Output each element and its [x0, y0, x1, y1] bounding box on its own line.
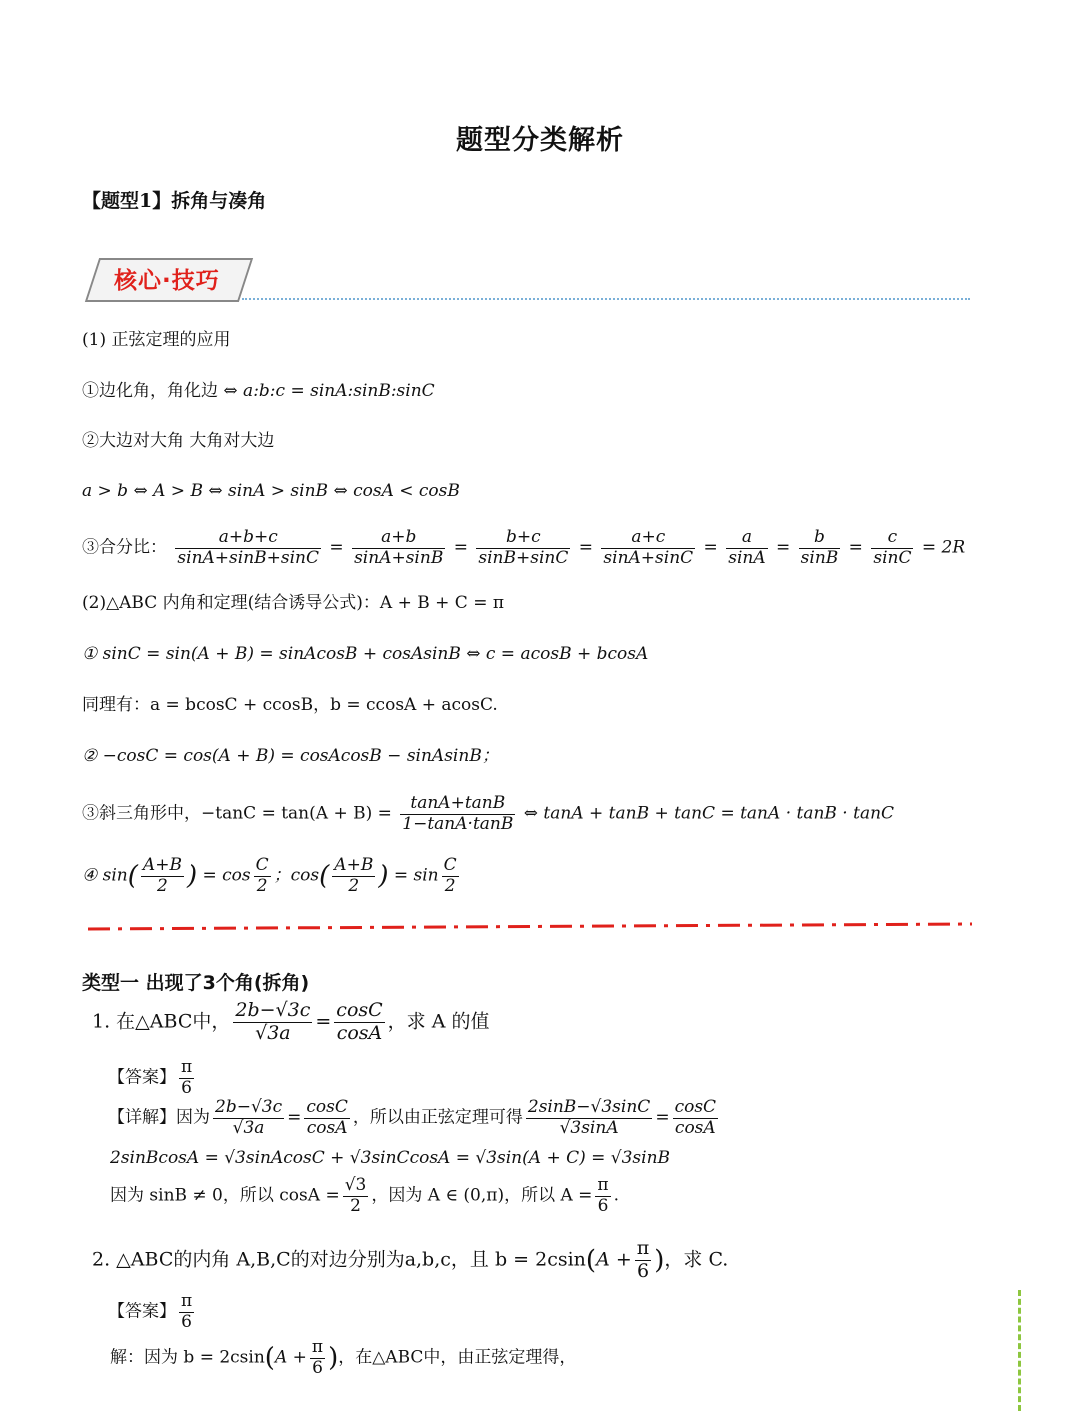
- line-sinC: ① sinC = sin(A + B) = sinAcosB + cosAsinB ⇔ c = acosB + bcosA: [82, 644, 649, 664]
- q1-detail-den-4: cosA: [674, 1117, 716, 1138]
- ratio-frac-1: [175, 528, 321, 568]
- paren-open-1: (: [127, 861, 138, 892]
- q2-answer-frac: [179, 1292, 194, 1332]
- q1-line3-num2: π: [597, 1175, 609, 1195]
- q1-statement: [92, 1000, 489, 1045]
- half-num-4: C: [443, 855, 457, 875]
- ratio-num-5: a: [726, 528, 767, 549]
- ratio-num-7: c: [871, 528, 913, 549]
- q1-line3-num: √3: [344, 1175, 367, 1195]
- tan-text: ③斜三角形中，−tanC = tan(A + B) =: [82, 803, 392, 824]
- badge-label: 核心·技巧: [114, 268, 220, 294]
- tan-den: 1−tanA·tanB: [402, 813, 514, 834]
- q2-answer-den: 6: [181, 1311, 192, 1332]
- half-sin: ④ sin: [82, 865, 128, 886]
- q2-frac: [635, 1238, 652, 1283]
- q1-detail: [108, 1098, 721, 1138]
- half-frac-3: [332, 856, 375, 896]
- line-edge-angle-formula: ⇔ a:b:c = sinA:sinB:sinC: [223, 381, 435, 401]
- q1-detail-label: 【详解】因为: [108, 1107, 210, 1128]
- q2-inner: A +: [596, 1248, 632, 1271]
- q1-detail-eq-2: =: [655, 1107, 670, 1128]
- ratio-frac-2: [352, 528, 445, 568]
- tan-num: tanA+tanB: [400, 794, 515, 815]
- ratio-den-6: sinB: [800, 547, 839, 568]
- ratio-frac-7: [871, 528, 913, 568]
- q2-sol-paren-close: ): [328, 1343, 339, 1374]
- ratio-den-3: sinB+sinC: [478, 547, 569, 568]
- paren-close-2: ): [378, 861, 389, 892]
- half-den-4: 2: [444, 875, 456, 896]
- q1-answer-num: π: [181, 1057, 193, 1077]
- half-cos2: ；cos: [273, 865, 320, 886]
- q1-line3-frac2: [595, 1176, 610, 1216]
- q1-line3-den2: 6: [597, 1195, 609, 1216]
- q1-answer: [108, 1058, 197, 1098]
- tips-banner: [82, 256, 972, 304]
- ratio-num-4: a+c: [601, 528, 695, 549]
- q2-paren-close: ): [654, 1245, 665, 1276]
- q2-sol-den: 6: [312, 1357, 323, 1378]
- line-inequality: a > b ⇔ A > B ⇔ sinA > sinB ⇔ cosA < cosB: [82, 481, 460, 501]
- q1-frac-right: [334, 1000, 384, 1045]
- paren-close-1: ): [186, 861, 198, 892]
- q2-suffix: ，求 C.: [664, 1248, 729, 1271]
- ratio-label: ③合分比：: [82, 537, 167, 558]
- q1-frac-right-num: cosC: [336, 999, 383, 1021]
- q1-answer-label: 【答案】: [108, 1067, 176, 1088]
- line-similar: 同理有：a = bcosC + ccosB，b = ccosA + acosC.: [82, 695, 498, 715]
- section-heading: 【题型1】拆角与凑角: [82, 190, 267, 212]
- q1-detail-frac-3: [526, 1098, 652, 1138]
- green-dash-marker: [1018, 1290, 1021, 1411]
- half-den-3: 2: [348, 875, 360, 896]
- line-angle-sum: (2)△ABC 内角和定理(结合诱导公式)：A + B + C = π: [82, 593, 505, 613]
- q1-answer-den: 6: [181, 1077, 192, 1098]
- q1-frac-right-den: cosA: [336, 1021, 383, 1044]
- q1-detail-eq-1: =: [287, 1107, 302, 1128]
- q1-detail-den-1: √3a: [232, 1117, 265, 1138]
- half-num-3: A+B: [334, 855, 374, 875]
- q1-detail-den-2: cosA: [306, 1117, 348, 1138]
- half-frac-4: [442, 856, 459, 896]
- ratio-frac-5: [726, 528, 767, 568]
- ratio-num-2: a+b: [352, 528, 445, 549]
- half-den-2: 2: [256, 875, 268, 896]
- line-edge-angle: [82, 383, 435, 400]
- tan-frac: [400, 794, 515, 834]
- q2-answer: [108, 1292, 197, 1332]
- q2-sol-num: π: [311, 1337, 324, 1357]
- q1-detail-frac-4: [673, 1098, 719, 1138]
- q2-prefix: 2. △ABC的内角 A,B,C的对边分别为a,b,c，且 b = 2csin: [92, 1248, 586, 1271]
- q2-sol-b: ，在△ABC中，由正弦定理得，: [338, 1347, 577, 1368]
- q1-detail-num-1: 2b−√3c: [215, 1097, 283, 1117]
- line-half-angle: [82, 856, 462, 896]
- line-big-side: ②大边对大角 大角对大边: [82, 431, 275, 451]
- ratio-frac-4: [601, 528, 695, 568]
- ratio-end: = 2R: [921, 537, 966, 558]
- half-frac-2: [254, 856, 271, 896]
- red-dash-divider: [88, 922, 972, 932]
- line-sine-law: (1) 正弦定理的应用: [82, 330, 231, 350]
- line-edge-angle-text: ①边化角，角化边: [82, 381, 218, 401]
- q1-frac-left-den: √3a: [255, 1021, 291, 1044]
- banner-divider: [242, 298, 970, 300]
- q1-detail-line2: 2sinBcosA = √3sinAcosC + √3sinCcosA = √3sin(A + C) = √3sinB: [110, 1148, 671, 1168]
- half-den-1: 2: [157, 875, 168, 896]
- half-num-1: A+B: [142, 855, 182, 875]
- q1-frac-left: [233, 1000, 312, 1045]
- q2-paren-open: (: [585, 1245, 597, 1276]
- q2-frac-den: 6: [636, 1259, 650, 1282]
- line-cosC: ② −cosC = cos(A + B) = cosAcosB − sinAsinB；: [82, 746, 499, 766]
- ratio-den-4: sinA+sinC: [603, 547, 694, 568]
- half-frac-1: [141, 856, 184, 896]
- q1-eq: =: [315, 1010, 332, 1033]
- q2-statement: [92, 1238, 728, 1283]
- q2-answer-label: 【答案】: [108, 1301, 176, 1322]
- q1-detail-line3: [110, 1176, 619, 1216]
- q1-detail-num-3: 2sinB−√3sinC: [527, 1097, 651, 1117]
- line-tanC: [82, 794, 894, 834]
- tan-result: ⇔ tanA + tanB + tanC = tanA · tanB · tanC: [523, 803, 895, 824]
- q1-line3-frac: [343, 1176, 369, 1216]
- ratio-num-1: a+b+c: [175, 528, 321, 549]
- q1-suffix: ，求 A 的值: [387, 1010, 490, 1033]
- line-ratio: ③合分比： $\frac{a+b+c}{\sin A+\sin B+\sin C}$ = $\frac{a+b}{\sin A+\sin B}$ = $\frac{b+c}{\sin B+\sin C}$ = $\frac{a+c}{\sin A+\sin C}$ = $\frac{a}{\sin A}$ = $\frac{b}{\sin B}$ = $\frac{c}{\sin C}$ = 2R: [82, 527, 966, 568]
- q1-detail-frac-2: [304, 1098, 350, 1138]
- ratio-den-2: sinA+sinB: [354, 547, 444, 568]
- q1-line3-den: 2: [350, 1195, 361, 1216]
- q1-prefix: 1. 在△ABC中，: [92, 1010, 231, 1033]
- half-num-2: C: [255, 855, 269, 875]
- q2-sol-a: 解：因为 b = 2csin: [110, 1347, 265, 1368]
- q1-detail-den-3: √3sinA: [559, 1117, 619, 1138]
- q1-frac-left-num: 2b−√3c: [235, 999, 311, 1021]
- ratio-den-7: sinC: [873, 547, 912, 568]
- q2-sol-paren-open: (: [264, 1343, 275, 1374]
- ratio-num-6: b: [799, 528, 841, 549]
- ratio-den-1: sinA+sinB+sinC: [177, 547, 320, 568]
- question-type-heading: 类型一 出现了3个角(拆角): [82, 972, 310, 994]
- paren-open-2: (: [319, 861, 330, 892]
- q2-sol-frac: [310, 1338, 325, 1378]
- q1-detail-num-2: cosC: [306, 1097, 348, 1117]
- q2-answer-num: π: [181, 1291, 193, 1311]
- q1-detail-mid: ，所以由正弦定理可得: [352, 1107, 523, 1128]
- q1-detail-num-4: cosC: [674, 1097, 717, 1117]
- q2-solution: [110, 1338, 576, 1378]
- ratio-frac-6: [799, 528, 841, 568]
- q1-answer-frac: [179, 1058, 194, 1098]
- q1-line3-a: 因为 sinB ≠ 0，所以 cosA =: [110, 1185, 340, 1206]
- q1-line3-b: ，因为 A ∈ (0,π)，所以 A =: [371, 1185, 593, 1206]
- page-title: 题型分类解析: [456, 125, 624, 156]
- q2-frac-num: π: [636, 1237, 650, 1259]
- q2-sol-inner: A +: [274, 1347, 307, 1368]
- half-cos: = cos: [202, 865, 251, 886]
- half-sin2: = sin: [393, 865, 439, 886]
- ratio-frac-3: [476, 528, 570, 568]
- ratio-num-3: b+c: [476, 528, 570, 549]
- ratio-den-5: sinA: [728, 547, 766, 568]
- q1-line3-c: .: [613, 1185, 619, 1206]
- q1-detail-frac-1: [213, 1098, 284, 1138]
